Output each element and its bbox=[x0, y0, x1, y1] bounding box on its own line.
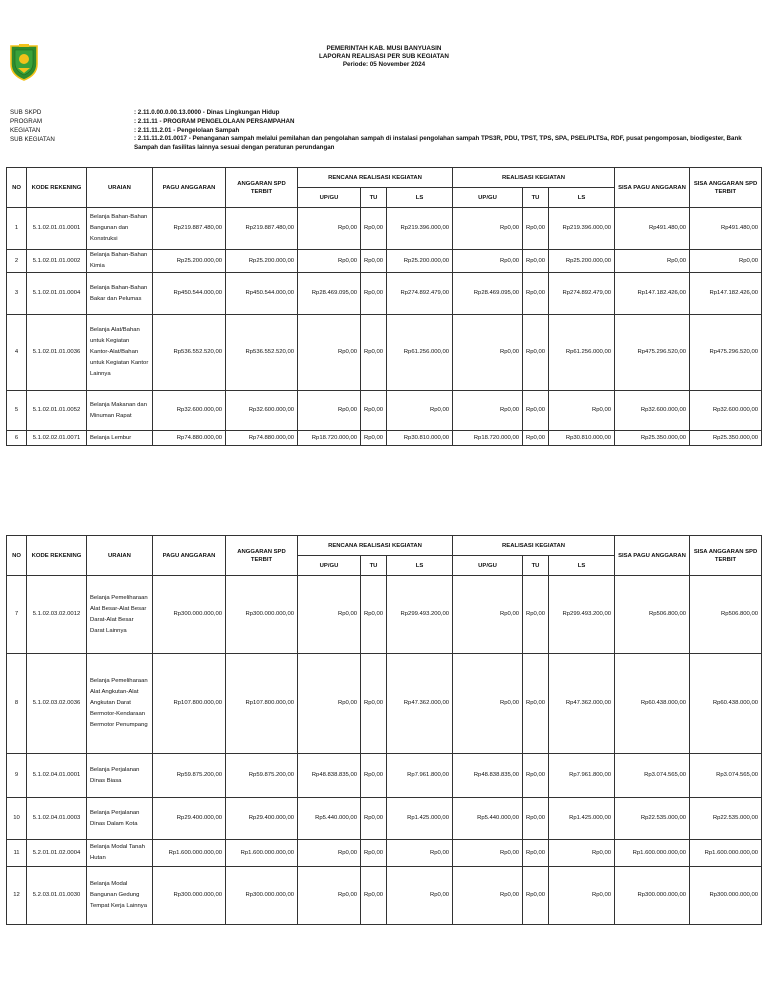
col-sisa-pagu: SISA PAGU ANGGARAN bbox=[615, 168, 690, 208]
cell-anggaran-spd: Rp536.552.520,00 bbox=[226, 315, 298, 391]
cell-realisasi-ls: Rp47.362.000,00 bbox=[549, 654, 615, 754]
cell-no: 10 bbox=[7, 798, 27, 840]
table-row bbox=[7, 391, 762, 431]
cell-uraian: Belanja Pemeliharaan Alat Angkutan-Alat Angkutan Darat Bermotor-Kendaraan Bermotor Penumpang bbox=[87, 654, 153, 754]
table-row bbox=[7, 250, 762, 273]
cell-rencana-upgu: Rp0,00 bbox=[298, 576, 361, 654]
cell-kode-rekening: 5.1.02.03.02.0036 bbox=[27, 654, 87, 754]
cell-sisa-pagu: Rp147.182.426,00 bbox=[615, 273, 690, 315]
col-no: NO bbox=[7, 536, 27, 576]
cell-realisasi-upgu: Rp28.469.095,00 bbox=[453, 273, 523, 315]
cell-pagu-anggaran: Rp32.600.000,00 bbox=[153, 391, 226, 431]
report-title: LAPORAN REALISASI PER SUB KEGIATAN bbox=[319, 53, 449, 60]
col-rencana-realisasi: RENCANA REALISASI KEGIATAN bbox=[298, 168, 453, 188]
cell-sisa-pagu: Rp491.480,00 bbox=[615, 208, 690, 250]
cell-pagu-anggaran: Rp107.800.000,00 bbox=[153, 654, 226, 754]
cell-uraian: Belanja Modal Tanah Hutan bbox=[87, 840, 153, 867]
cell-realisasi-upgu: Rp0,00 bbox=[453, 315, 523, 391]
cell-anggaran-spd: Rp25.200.000,00 bbox=[226, 250, 298, 273]
cell-rencana-upgu: Rp28.469.095,00 bbox=[298, 273, 361, 315]
cell-anggaran-spd: Rp74.880.000,00 bbox=[226, 431, 298, 446]
cell-no: 9 bbox=[7, 754, 27, 798]
cell-rencana-upgu: Rp0,00 bbox=[298, 250, 361, 273]
cell-uraian: Belanja Perjalanan Dinas Dalam Kota bbox=[87, 798, 153, 840]
cell-sisa-pagu: Rp3.074.565,00 bbox=[615, 754, 690, 798]
cell-sisa-spd: Rp32.600.000,00 bbox=[690, 391, 762, 431]
col-rencana-tu: TU bbox=[361, 556, 387, 576]
cell-rencana-ls: Rp61.256.000,00 bbox=[387, 315, 453, 391]
cell-sisa-pagu: Rp60.438.000,00 bbox=[615, 654, 690, 754]
cell-pagu-anggaran: Rp1.600.000.000,00 bbox=[153, 840, 226, 867]
cell-realisasi-tu: Rp0,00 bbox=[523, 273, 549, 315]
cell-realisasi-upgu: Rp18.720.000,00 bbox=[453, 431, 523, 446]
cell-sisa-pagu: Rp506.800,00 bbox=[615, 576, 690, 654]
cell-kode-rekening: 5.1.02.04.01.0003 bbox=[27, 798, 87, 840]
cell-realisasi-tu: Rp0,00 bbox=[523, 798, 549, 840]
cell-rencana-tu: Rp0,00 bbox=[361, 273, 387, 315]
table-row bbox=[7, 208, 762, 250]
cell-anggaran-spd: Rp29.400.000,00 bbox=[226, 798, 298, 840]
cell-rencana-upgu: Rp0,00 bbox=[298, 315, 361, 391]
cell-rencana-tu: Rp0,00 bbox=[361, 576, 387, 654]
table-row bbox=[7, 754, 762, 798]
cell-sisa-pagu: Rp475.296.520,00 bbox=[615, 315, 690, 391]
cell-pagu-anggaran: Rp29.400.000,00 bbox=[153, 798, 226, 840]
cell-kode-rekening: 5.1.02.01.01.0004 bbox=[27, 273, 87, 315]
table-row bbox=[7, 798, 762, 840]
cell-realisasi-ls: Rp0,00 bbox=[549, 391, 615, 431]
cell-sisa-pagu: Rp22.535.000,00 bbox=[615, 798, 690, 840]
cell-pagu-anggaran: Rp300.000.000,00 bbox=[153, 576, 226, 654]
cell-pagu-anggaran: Rp219.887.480,00 bbox=[153, 208, 226, 250]
cell-rencana-tu: Rp0,00 bbox=[361, 208, 387, 250]
cell-realisasi-upgu: Rp0,00 bbox=[453, 654, 523, 754]
cell-rencana-tu: Rp0,00 bbox=[361, 798, 387, 840]
cell-anggaran-spd: Rp300.000.000,00 bbox=[226, 576, 298, 654]
cell-rencana-ls: Rp47.362.000,00 bbox=[387, 654, 453, 754]
cell-realisasi-upgu: Rp48.838.835,00 bbox=[453, 754, 523, 798]
table-row bbox=[7, 654, 762, 754]
col-pagu-anggaran: PAGU ANGGARAN bbox=[153, 168, 226, 208]
cell-sisa-spd: Rp3.074.565,00 bbox=[690, 754, 762, 798]
col-sisa-pagu: SISA PAGU ANGGARAN bbox=[615, 536, 690, 576]
cell-uraian: Belanja Bahan-Bahan Bangunan dan Konstruksi bbox=[87, 208, 153, 250]
cell-no: 1 bbox=[7, 208, 27, 250]
cell-rencana-tu: Rp0,00 bbox=[361, 654, 387, 754]
cell-anggaran-spd: Rp219.887.480,00 bbox=[226, 208, 298, 250]
cell-rencana-ls: Rp219.396.000,00 bbox=[387, 208, 453, 250]
col-rencana-ls: LS bbox=[387, 188, 453, 208]
cell-sisa-pagu: Rp300.000.000,00 bbox=[615, 867, 690, 925]
cell-rencana-upgu: Rp0,00 bbox=[298, 208, 361, 250]
cell-anggaran-spd: Rp450.544.000,00 bbox=[226, 273, 298, 315]
report-period: Periode: 05 November 2024 bbox=[342, 61, 426, 68]
cell-uraian: Belanja Pemeliharaan Alat Besar-Alat Besar Darat-Alat Besar Darat Lainnya bbox=[87, 576, 153, 654]
cell-sisa-spd: Rp60.438.000,00 bbox=[690, 654, 762, 754]
col-rencana-ls: LS bbox=[387, 556, 453, 576]
col-uraian: URAIAN bbox=[87, 536, 153, 576]
cell-realisasi-upgu: Rp0,00 bbox=[453, 250, 523, 273]
cell-sisa-spd: Rp0,00 bbox=[690, 250, 762, 273]
cell-rencana-ls: Rp0,00 bbox=[387, 867, 453, 925]
cell-realisasi-ls: Rp219.396.000,00 bbox=[549, 208, 615, 250]
cell-realisasi-ls: Rp0,00 bbox=[549, 840, 615, 867]
cell-realisasi-tu: Rp0,00 bbox=[523, 654, 549, 754]
meta-kegiatan: KEGIATAN : 2.11.11.2.01 - Pengelolaan Sampah bbox=[10, 127, 240, 134]
cell-sisa-spd: Rp300.000.000,00 bbox=[690, 867, 762, 925]
cell-kode-rekening: 5.1.02.01.01.0001 bbox=[27, 208, 87, 250]
cell-realisasi-tu: Rp0,00 bbox=[523, 391, 549, 431]
col-sisa-spd: SISA ANGGARAN SPD TERBIT bbox=[690, 536, 762, 576]
cell-realisasi-ls: Rp299.493.200,00 bbox=[549, 576, 615, 654]
cell-realisasi-ls: Rp61.256.000,00 bbox=[549, 315, 615, 391]
col-rencana-realisasi: RENCANA REALISASI KEGIATAN bbox=[298, 536, 453, 556]
cell-rencana-tu: Rp0,00 bbox=[361, 867, 387, 925]
col-realisasi-upgu: UP/GU bbox=[453, 188, 523, 208]
table-row bbox=[7, 431, 762, 446]
col-uraian: URAIAN bbox=[87, 168, 153, 208]
cell-realisasi-upgu: Rp0,00 bbox=[453, 208, 523, 250]
meta-sub-kegiatan: SUB KEGIATAN : 2.11.11.2.01.0017 - Penanganan sampah melalui pemilahan dan pengolahan sampah di instalasi pengolahan sampah TPS3R, PDU, TPST, TPS, SPA, PSEL/PLTSa, RDF, pusat pengomposan, biodigester, Bank Sampah dan fasilitas lainnya sesuai dengan peraturan perundangan bbox=[10, 135, 742, 151]
cell-uraian: Belanja Lembur bbox=[87, 431, 153, 446]
cell-kode-rekening: 5.1.02.03.02.0012 bbox=[27, 576, 87, 654]
meta-program: PROGRAM : 2.11.11 - PROGRAM PENGELOLAAN PERSAMPAHAN bbox=[10, 118, 295, 125]
cell-sisa-spd: Rp1.600.000.000,00 bbox=[690, 840, 762, 867]
cell-rencana-ls: Rp1.425.000,00 bbox=[387, 798, 453, 840]
col-realisasi-tu: TU bbox=[523, 556, 549, 576]
table-row bbox=[7, 840, 762, 867]
realization-table-page-1 bbox=[6, 167, 762, 446]
cell-no: 12 bbox=[7, 867, 27, 925]
cell-realisasi-tu: Rp0,00 bbox=[523, 754, 549, 798]
cell-rencana-ls: Rp25.200.000,00 bbox=[387, 250, 453, 273]
col-anggaran-spd: ANGGARAN SPD TERBIT bbox=[226, 536, 298, 576]
cell-no: 8 bbox=[7, 654, 27, 754]
cell-pagu-anggaran: Rp450.544.000,00 bbox=[153, 273, 226, 315]
cell-sisa-spd: Rp475.296.520,00 bbox=[690, 315, 762, 391]
col-pagu-anggaran: PAGU ANGGARAN bbox=[153, 536, 226, 576]
cell-realisasi-tu: Rp0,00 bbox=[523, 867, 549, 925]
col-kode-rekening: KODE REKENING bbox=[27, 536, 87, 576]
report-meta bbox=[10, 108, 760, 153]
cell-realisasi-ls: Rp0,00 bbox=[549, 867, 615, 925]
cell-anggaran-spd: Rp59.875.200,00 bbox=[226, 754, 298, 798]
cell-realisasi-ls: Rp30.810.000,00 bbox=[549, 431, 615, 446]
cell-realisasi-upgu: Rp0,00 bbox=[453, 867, 523, 925]
cell-sisa-pagu: Rp1.600.000.000,00 bbox=[615, 840, 690, 867]
cell-rencana-tu: Rp0,00 bbox=[361, 315, 387, 391]
cell-realisasi-tu: Rp0,00 bbox=[523, 208, 549, 250]
cell-realisasi-tu: Rp0,00 bbox=[523, 315, 549, 391]
report-header bbox=[0, 45, 768, 69]
cell-realisasi-upgu: Rp0,00 bbox=[453, 576, 523, 654]
cell-uraian: Belanja Alat/Bahan untuk Kegiatan Kantor-Alat/Bahan untuk Kegiatan Kantor Lainnya bbox=[87, 315, 153, 391]
cell-realisasi-tu: Rp0,00 bbox=[523, 576, 549, 654]
cell-sisa-spd: Rp147.182.426,00 bbox=[690, 273, 762, 315]
cell-sisa-spd: Rp491.480,00 bbox=[690, 208, 762, 250]
cell-rencana-ls: Rp30.810.000,00 bbox=[387, 431, 453, 446]
cell-kode-rekening: 5.1.02.02.01.0071 bbox=[27, 431, 87, 446]
cell-pagu-anggaran: Rp536.552.520,00 bbox=[153, 315, 226, 391]
col-realisasi-kegiatan: REALISASI KEGIATAN bbox=[453, 536, 615, 556]
cell-rencana-tu: Rp0,00 bbox=[361, 250, 387, 273]
cell-rencana-upgu: Rp0,00 bbox=[298, 654, 361, 754]
cell-realisasi-ls: Rp274.892.479,00 bbox=[549, 273, 615, 315]
col-sisa-spd: SISA ANGGARAN SPD TERBIT bbox=[690, 168, 762, 208]
cell-pagu-anggaran: Rp25.200.000,00 bbox=[153, 250, 226, 273]
cell-uraian: Belanja Bahan-Bahan Bakar dan Pelumas bbox=[87, 273, 153, 315]
cell-realisasi-tu: Rp0,00 bbox=[523, 250, 549, 273]
cell-realisasi-ls: Rp7.961.800,00 bbox=[549, 754, 615, 798]
cell-rencana-upgu: Rp18.720.000,00 bbox=[298, 431, 361, 446]
cell-rencana-tu: Rp0,00 bbox=[361, 391, 387, 431]
government-title: PEMERINTAH KAB. MUSI BANYUASIN bbox=[326, 45, 442, 52]
cell-no: 6 bbox=[7, 431, 27, 446]
table-row bbox=[7, 867, 762, 925]
cell-no: 7 bbox=[7, 576, 27, 654]
cell-realisasi-tu: Rp0,00 bbox=[523, 431, 549, 446]
cell-realisasi-ls: Rp25.200.000,00 bbox=[549, 250, 615, 273]
cell-rencana-tu: Rp0,00 bbox=[361, 840, 387, 867]
cell-sisa-spd: Rp22.535.000,00 bbox=[690, 798, 762, 840]
cell-anggaran-spd: Rp300.000.000,00 bbox=[226, 867, 298, 925]
cell-no: 2 bbox=[7, 250, 27, 273]
cell-uraian: Belanja Modal Bangunan Gedung Tempat Kerja Lainnya bbox=[87, 867, 153, 925]
cell-sisa-pagu: Rp32.600.000,00 bbox=[615, 391, 690, 431]
cell-no: 3 bbox=[7, 273, 27, 315]
col-rencana-upgu: UP/GU bbox=[298, 188, 361, 208]
cell-realisasi-ls: Rp1.425.000,00 bbox=[549, 798, 615, 840]
col-realisasi-upgu: UP/GU bbox=[453, 556, 523, 576]
table-body-page-1 bbox=[7, 208, 762, 446]
col-kode-rekening: KODE REKENING bbox=[27, 168, 87, 208]
cell-rencana-tu: Rp0,00 bbox=[361, 431, 387, 446]
cell-rencana-upgu: Rp48.838.835,00 bbox=[298, 754, 361, 798]
cell-pagu-anggaran: Rp59.875.200,00 bbox=[153, 754, 226, 798]
cell-sisa-spd: Rp506.800,00 bbox=[690, 576, 762, 654]
cell-rencana-ls: Rp0,00 bbox=[387, 840, 453, 867]
meta-sub-skpd: SUB SKPD : 2.11.0.00.0.00.13.0000 - Dinas Lingkungan Hidup bbox=[10, 109, 280, 116]
cell-anggaran-spd: Rp107.800.000,00 bbox=[226, 654, 298, 754]
cell-anggaran-spd: Rp32.600.000,00 bbox=[226, 391, 298, 431]
cell-uraian: Belanja Makanan dan Minuman Rapat bbox=[87, 391, 153, 431]
col-rencana-upgu: UP/GU bbox=[298, 556, 361, 576]
cell-realisasi-upgu: Rp5.440.000,00 bbox=[453, 798, 523, 840]
cell-kode-rekening: 5.1.02.01.01.0052 bbox=[27, 391, 87, 431]
cell-kode-rekening: 5.2.03.01.01.0030 bbox=[27, 867, 87, 925]
col-realisasi-kegiatan: REALISASI KEGIATAN bbox=[453, 168, 615, 188]
cell-rencana-ls: Rp274.892.479,00 bbox=[387, 273, 453, 315]
col-realisasi-ls: LS bbox=[549, 556, 615, 576]
cell-kode-rekening: 5.1.02.01.01.0036 bbox=[27, 315, 87, 391]
col-realisasi-ls: LS bbox=[549, 188, 615, 208]
cell-rencana-upgu: Rp0,00 bbox=[298, 391, 361, 431]
table-row bbox=[7, 273, 762, 315]
col-rencana-tu: TU bbox=[361, 188, 387, 208]
cell-rencana-upgu: Rp0,00 bbox=[298, 840, 361, 867]
table-row bbox=[7, 576, 762, 654]
cell-rencana-ls: Rp299.493.200,00 bbox=[387, 576, 453, 654]
cell-rencana-tu: Rp0,00 bbox=[361, 754, 387, 798]
cell-no: 5 bbox=[7, 391, 27, 431]
col-realisasi-tu: TU bbox=[523, 188, 549, 208]
cell-kode-rekening: 5.1.02.04.01.0001 bbox=[27, 754, 87, 798]
col-no: NO bbox=[7, 168, 27, 208]
cell-anggaran-spd: Rp1.600.000.000,00 bbox=[226, 840, 298, 867]
table-body-page-2 bbox=[7, 576, 762, 925]
cell-sisa-spd: Rp25.350.000,00 bbox=[690, 431, 762, 446]
realization-table-page-2 bbox=[6, 535, 762, 925]
cell-realisasi-tu: Rp0,00 bbox=[523, 840, 549, 867]
cell-realisasi-upgu: Rp0,00 bbox=[453, 840, 523, 867]
cell-no: 4 bbox=[7, 315, 27, 391]
cell-pagu-anggaran: Rp74.880.000,00 bbox=[153, 431, 226, 446]
cell-uraian: Belanja Bahan-Bahan Kimia bbox=[87, 250, 153, 273]
cell-rencana-upgu: Rp5.440.000,00 bbox=[298, 798, 361, 840]
cell-uraian: Belanja Perjalanan Dinas Biasa bbox=[87, 754, 153, 798]
cell-kode-rekening: 5.2.01.01.02.0004 bbox=[27, 840, 87, 867]
cell-rencana-ls: Rp7.961.800,00 bbox=[387, 754, 453, 798]
table-row bbox=[7, 315, 762, 391]
cell-rencana-upgu: Rp0,00 bbox=[298, 867, 361, 925]
cell-sisa-pagu: Rp0,00 bbox=[615, 250, 690, 273]
cell-sisa-pagu: Rp25.350.000,00 bbox=[615, 431, 690, 446]
cell-no: 11 bbox=[7, 840, 27, 867]
cell-pagu-anggaran: Rp300.000.000,00 bbox=[153, 867, 226, 925]
col-anggaran-spd: ANGGARAN SPD TERBIT bbox=[226, 168, 298, 208]
cell-kode-rekening: 5.1.02.01.01.0002 bbox=[27, 250, 87, 273]
cell-realisasi-upgu: Rp0,00 bbox=[453, 391, 523, 431]
cell-rencana-ls: Rp0,00 bbox=[387, 391, 453, 431]
